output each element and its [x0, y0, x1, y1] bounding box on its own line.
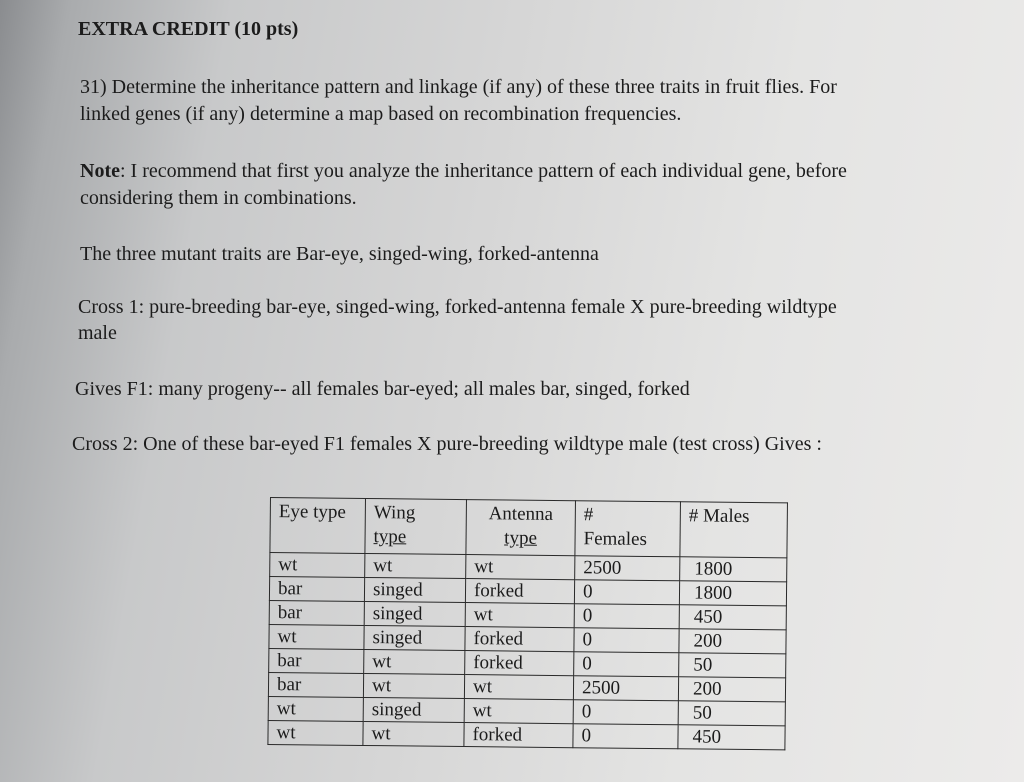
question-31-line-1: 31) Determine the inheritance pattern and linkage (if any) of these three traits in fruit flies. For	[80, 76, 837, 98]
table-body	[268, 553, 787, 750]
cross-1-line-1: Cross 1: pure-breeding bar-eye, singed-wing, forked-antenna female X pure-breeding wildtype	[78, 296, 837, 318]
cell-wing-type: wt	[365, 553, 466, 578]
cell-wing-type: wt	[363, 721, 464, 746]
note-label: Note	[80, 160, 120, 182]
cross-2-line: Cross 2: One of these bar-eyed F1 females X pure-breeding wildtype male (test cross) Gives :	[72, 433, 822, 455]
header-males: # Males	[680, 502, 788, 558]
table-header-row	[270, 498, 788, 558]
note-line-2: considering them in combinations.	[80, 187, 357, 209]
cell-males: 200	[678, 677, 785, 702]
cell-wing-type: singed	[363, 697, 464, 722]
cell-females: 0	[574, 628, 679, 653]
cell-antenna-type: forked	[465, 627, 574, 652]
cell-antenna-type: forked	[465, 579, 574, 604]
cell-wing-type: singed	[364, 625, 465, 650]
cell-females: 2500	[575, 556, 680, 581]
cell-antenna-type: wt	[465, 603, 574, 628]
question-31-line-2: linked genes (if any) determine a map based on recombination frequencies.	[80, 103, 682, 125]
traits-line: The three mutant traits are Bar-eye, singed-wing, forked-antenna	[80, 243, 599, 265]
cell-eye-type: wt	[269, 624, 364, 649]
cell-antenna-type: wt	[466, 555, 575, 580]
cell-wing-type: singed	[364, 601, 465, 626]
note-text: : I recommend that first you analyze the inheritance pattern of each individual gene, before	[119, 160, 847, 182]
f1-result-line: Gives F1: many progeny-- all females bar-eyed; all males bar, singed, forked	[75, 378, 690, 400]
cell-antenna-type: forked	[464, 723, 573, 748]
cell-antenna-type: forked	[465, 651, 574, 676]
header-females: # Females	[575, 501, 681, 557]
progeny-table	[267, 497, 788, 750]
cell-males: 450	[679, 605, 786, 630]
cell-males: 50	[679, 653, 786, 678]
cell-antenna-type: wt	[464, 675, 573, 700]
cell-eye-type: wt	[270, 553, 365, 578]
cell-eye-type: wt	[268, 720, 363, 745]
header-eye-type: Eye type	[270, 498, 366, 554]
page-title: EXTRA CREDIT (10 pts)	[78, 18, 299, 40]
cell-males: 1800	[679, 581, 786, 606]
cell-wing-type: singed	[364, 577, 465, 602]
note-line-1	[80, 160, 847, 183]
cell-eye-type: wt	[268, 696, 363, 721]
cell-females: 0	[573, 700, 678, 725]
cell-eye-type: bar	[268, 672, 363, 697]
cell-males: 1800	[680, 557, 787, 582]
table-row	[268, 720, 785, 749]
cell-wing-type: wt	[363, 673, 464, 698]
header-wing-type: Wing type	[365, 499, 467, 555]
cell-eye-type: bar	[269, 577, 364, 602]
cell-males: 50	[678, 701, 785, 726]
cell-females: 2500	[573, 676, 678, 701]
cell-males: 450	[678, 725, 785, 750]
cell-eye-type: bar	[269, 600, 364, 625]
cell-antenna-type: wt	[464, 699, 573, 724]
cross-1-line-2: male	[78, 322, 117, 344]
cell-wing-type: wt	[364, 649, 465, 674]
cell-eye-type: bar	[269, 648, 364, 673]
cell-males: 200	[679, 629, 786, 654]
cell-females: 0	[574, 652, 679, 677]
cell-females: 0	[574, 580, 679, 605]
cell-females: 0	[574, 604, 679, 629]
header-antenna-type: Antenna type	[466, 500, 576, 556]
cell-females: 0	[573, 724, 678, 749]
